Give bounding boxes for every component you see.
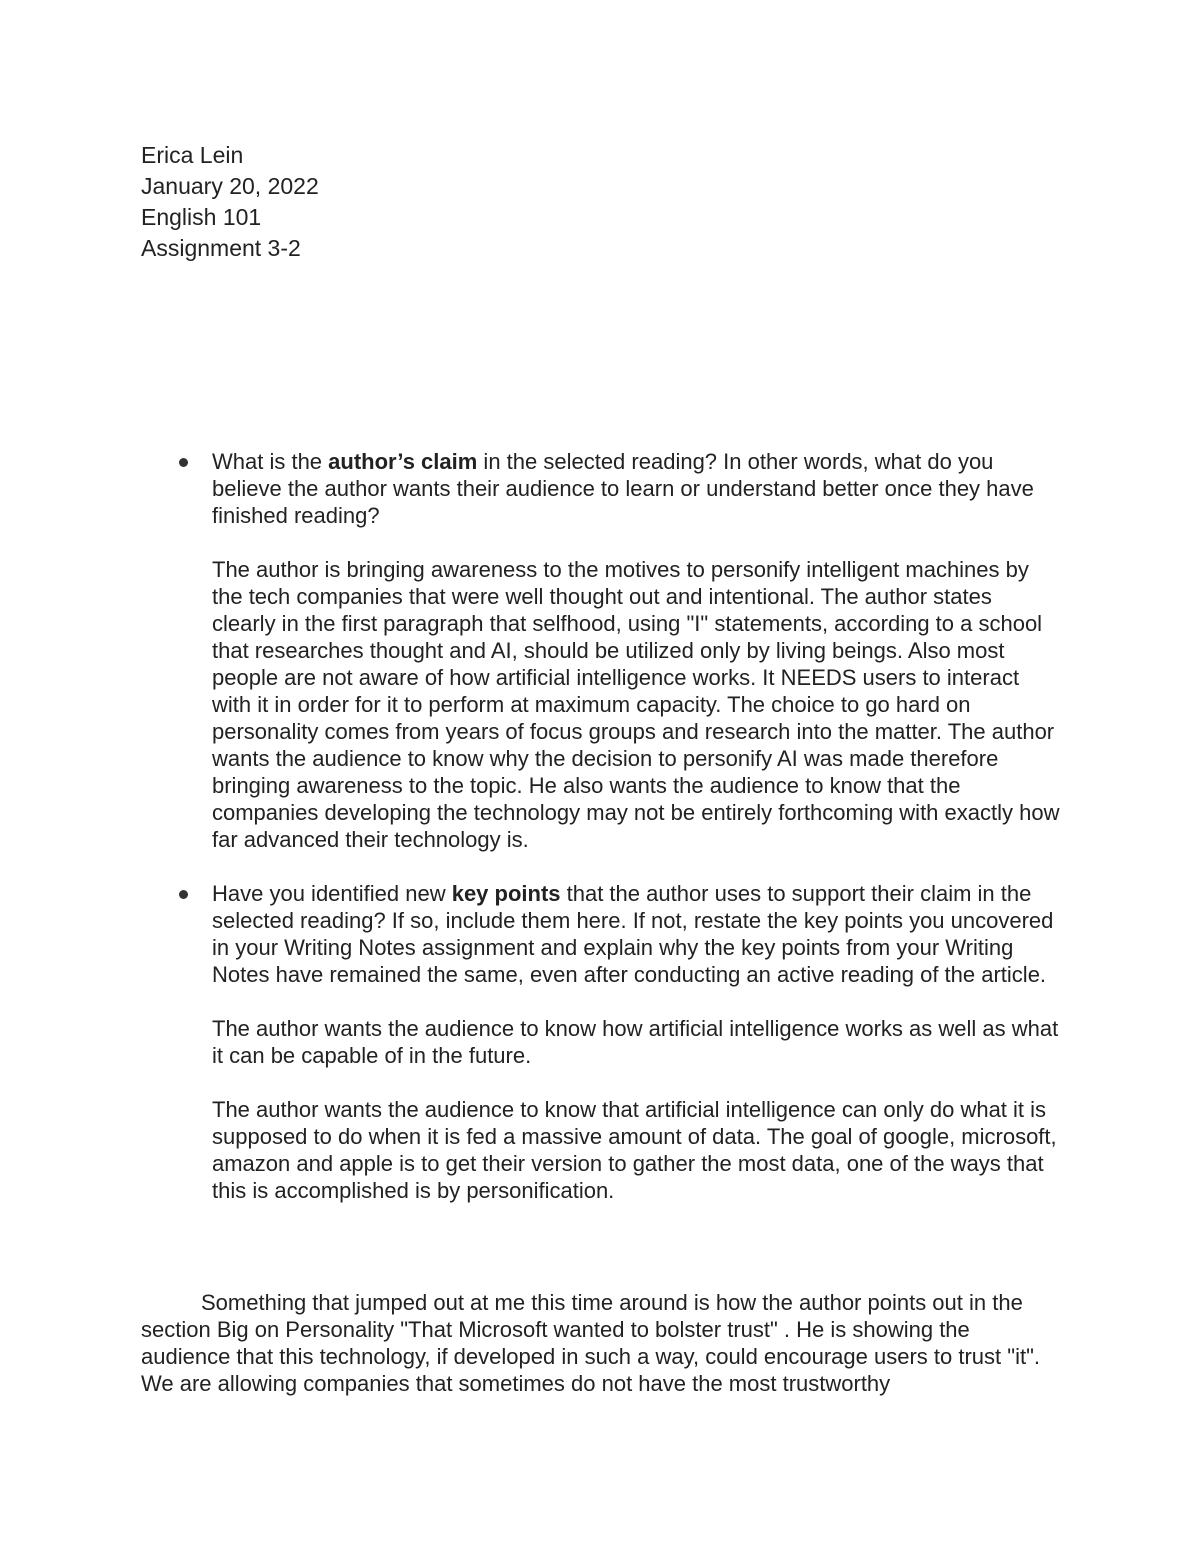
answer-paragraph: The author is bringing awareness to the motives to personify intelligent machines by the tech companies that were well thought out and intentional. The author states clearly in the first paragraph that selfhood, using "I" statements, according to a school that researches thought and AI, should be utilized only by living beings. Also most people are not aware of how artificial intelligence works. It NEEDS users to interact with it in order for it to perform at maximum capacity. The choice to go hard on personality comes from years of focus groups and research into the matter. The author wants the audience to know why the decision to personify AI was made therefore bringing awareness to the topic. He also wants the audience to know that the companies developing the technology may not be entirely forthcoming with exactly how far advanced their technology is.: [212, 557, 1060, 852]
bullet-icon: [179, 890, 188, 899]
assignment-title: Assignment 3-2: [141, 235, 301, 261]
document-header: [141, 140, 641, 264]
question-text-pre: What is the: [212, 449, 329, 474]
answer-paragraph: The author wants the audience to know that artificial intelligence can only do what it is supposed to do when it is fed a massive amount of data. The goal of google, microsoft, amazon and apple is to get their version to gather the most data, one of the ways that this is accomplished is by personification.: [212, 1097, 1057, 1203]
course-name: English 101: [141, 204, 262, 230]
question-text-post: in the selected reading? In other words, what do you believe the author wants their audience to learn or understand better once they have finished reading?: [212, 449, 1034, 528]
student-name: Erica Lein: [141, 142, 244, 168]
answer-paragraph: The author wants the audience to know how artificial intelligence works as well as what it can be capable of in the future.: [212, 1016, 1059, 1068]
question-text-pre: Have you identified new: [212, 881, 452, 906]
question-text: [212, 880, 1060, 988]
question-keyword: key points: [451, 881, 561, 906]
question-item-claim: [140, 448, 1060, 853]
question-list: [140, 448, 1060, 1204]
bullet-icon: [179, 458, 188, 467]
closing-paragraph: Something that jumped out at me this time around is how the author points out in the section Big on Personality "That Microsoft wanted to bolster trust" . He is showing the audience that this technology, if developed in such a way, could encourage users to trust "it". We are allowing companies that sometimes do not have the most trustworthy: [141, 1290, 1041, 1396]
question-keyword: author’s claim: [328, 449, 478, 474]
question-text-post: that the author uses to support their claim in the selected reading? If so, include them here. If not, restate the key points you uncovered in your Writing Notes assignment and explain why the key points from your Writing Notes have remained the same, even after conducting an active reading of the article.: [212, 881, 1054, 987]
question-item-key-points: [140, 880, 1060, 1204]
submission-date: January 20, 2022: [141, 173, 319, 199]
spacer: [140, 853, 1060, 880]
question-text: [212, 448, 1060, 529]
